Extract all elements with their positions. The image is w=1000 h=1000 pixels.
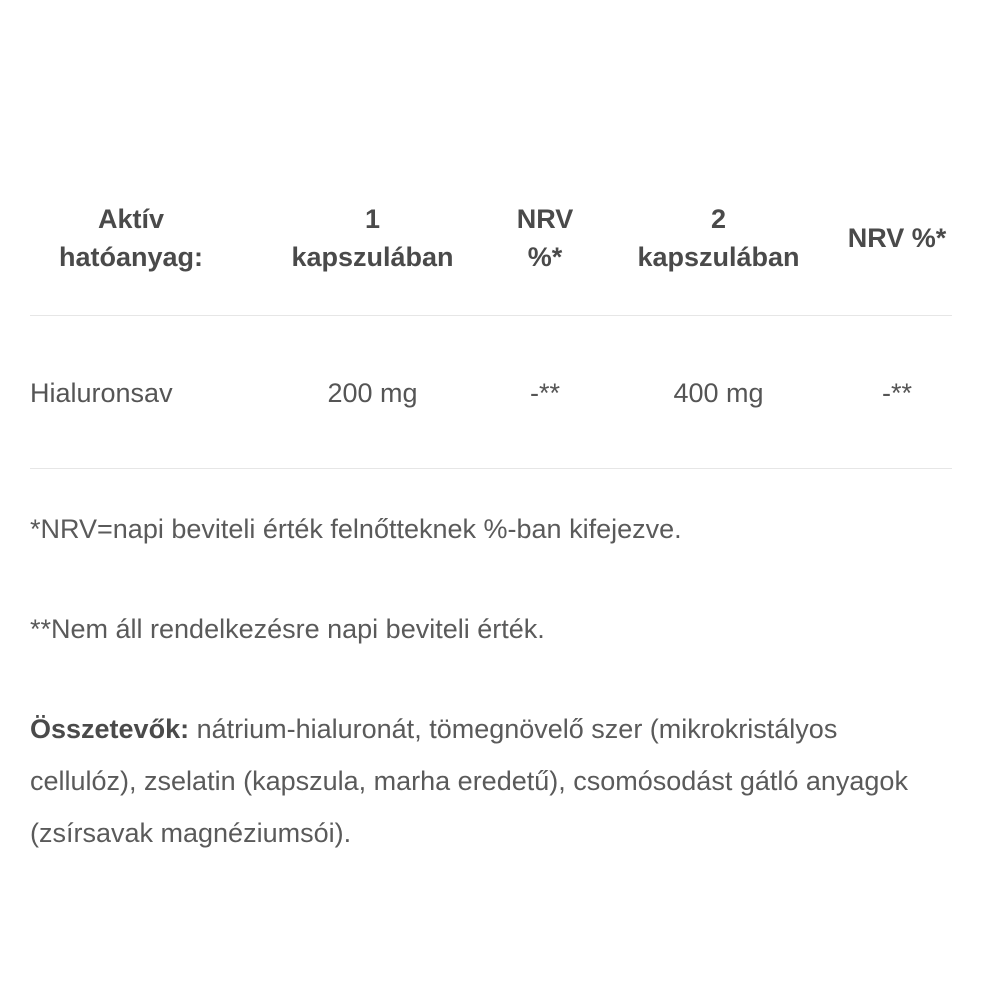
- dose-2-capsules-cell: 400 mg: [673, 378, 764, 408]
- header-line: 1: [364, 203, 381, 234]
- header-line: 2: [710, 203, 727, 234]
- header-active-ingredient: [30, 200, 250, 276]
- ingredients-text: nátrium-hialuronát, tömegnövelő szer (mikrokristályos cellulóz), zselatin (kapszula, marha eredetű), csomósodást gátló anyagok (zsírsavak magnéziumsói).: [30, 714, 908, 848]
- nrv-2-cell: -**: [881, 378, 912, 408]
- header-line: NRV: [516, 203, 574, 234]
- nrv-footnote: *NRV=napi beviteli érték felnőtteknek %-ban kifejezve.: [30, 514, 682, 544]
- nrv-1-cell: -**: [529, 378, 560, 408]
- header-nrv-1: [495, 200, 595, 276]
- header-per-1-capsule: [250, 200, 495, 276]
- header-nrv-2: [842, 219, 952, 257]
- header-line: hatóanyag:: [58, 241, 204, 272]
- header-line: Aktív: [97, 203, 165, 234]
- no-nrv-footnote: **Nem áll rendelkezésre napi beviteli érték.: [30, 614, 545, 644]
- ingredient-name-cell: Hialuronsav: [30, 378, 173, 408]
- header-line: kapszulában: [637, 241, 800, 272]
- table-row: [30, 316, 952, 469]
- header-line: %*: [527, 241, 563, 272]
- table-header-row: [30, 160, 952, 316]
- dose-1-capsule-cell: 200 mg: [327, 378, 418, 408]
- header-per-2-capsules: [595, 200, 842, 276]
- ingredients-label: Összetevők:: [30, 714, 190, 744]
- header-line: kapszulában: [291, 241, 454, 272]
- header-line: NRV %*: [847, 222, 947, 253]
- nutrition-table: [30, 160, 952, 469]
- ingredients-paragraph: [30, 703, 950, 859]
